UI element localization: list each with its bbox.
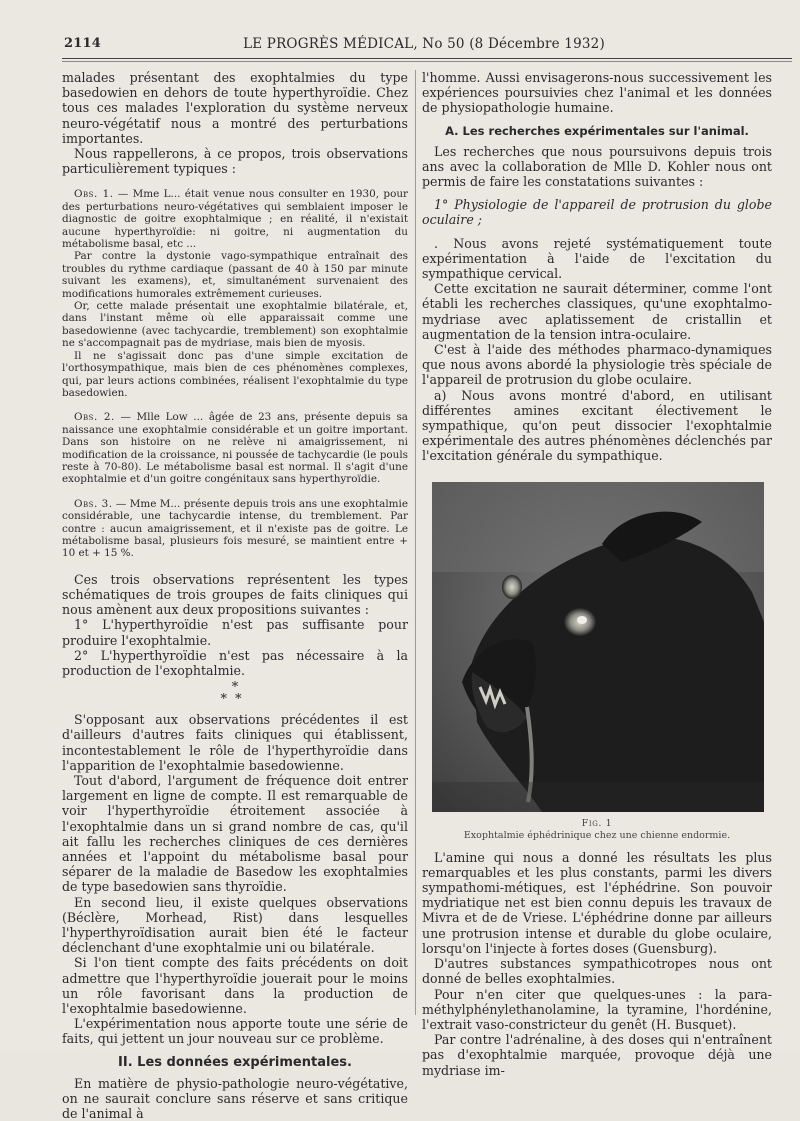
paragraph: malades présentant des exophtalmies du type basedowien en dehors de toute hyperthyroïdie. Chez tous ces malades l'exploration du système nerveux neuro-végétatif nous a montré des perturbations importantes.	[62, 70, 408, 146]
paragraph: En matière de physio-pathologie neuro-végétative, on ne saurait conclure sans réserve et sans critique de l'animal à	[62, 1075, 408, 1121]
observation-2: Obs. 2. — Mlle Low ... âgée de 23 ans, présente depuis sa naissance une exophtalmie considérable et un goitre important. Dans son histoire on ne relève ni amaigrissement, ni modification de la croissance, ni poussée de tachycardie (le pouls reste à 70-80). Le métabolisme basal est normal. Il s'agit d'une exophtalmie et d'un goitre congénitaux sans hyperthyroïdie.	[62, 411, 408, 486]
paragraph: Les recherches que nous poursuivons depuis trois ans avec la collaboration de Mlle D. Kohler nous ont permis de faire les constatations suivantes :	[422, 143, 772, 190]
paragraph: En second lieu, il existe quelques observations (Béclère, Morhead, Rist) dans lesquelles l'hyperthyroïdisation aurait bien été le facteur déclenchant d'une exophtalmie uni ou bilatérale.	[62, 894, 408, 956]
figure-label: Fig. 1	[581, 817, 613, 829]
observation-1: Obs. 1. — Mme L... était venue nous consulter en 1930, pour des perturbations neuro-végétatives qui semblaient imposer le diagnostic de goitre exophtalmique ; en réalité, il n'existait aucune hyperthyroïdie: ni goitre, ni augmentation du métabolisme basal, etc ...	[62, 188, 408, 251]
running-title: LE PROGRÈS MÉDICAL, No 50 (8 Décembre 1932)	[243, 36, 605, 52]
obs-label: Obs. 1.	[74, 188, 114, 201]
paragraph: Tout d'abord, l'argument de fréquence doit entrer largement en ligne de compte. Il est remarquable de voir l'hyperthyroïdie étroitement associée à l'exophtalmie dans un si grand nombre de cas, qu'il ait fallu les recherches cliniques de ces dernières années et l'appoint du métabolisme basal pour séparer de la maladie de Basedow les exophtalmies de type basedowien sans thyroïdie.	[62, 773, 408, 895]
paragraph: Ces trois observations représentent les types schématiques de trois groupes de faits cliniques qui nous amènent aux deux propositions suivantes :	[62, 571, 408, 618]
figure-caption-block	[422, 818, 772, 842]
paragraph: Par contre la dystonie vago-sympathique entraînait des troubles du rythme cardiaque (passant de 40 à 150 par minute suivant les examens), et, simultanément survenaient des modifications humorales extrêmement curieuses.	[62, 250, 408, 300]
obs-label: Obs. 2.	[74, 411, 115, 424]
section-separator	[62, 682, 408, 706]
separator-stars: **	[220, 692, 250, 708]
paragraph: Si l'on tient compte des faits précédents on doit admettre que l'hyperthyroïdie jouerait pour le moins un rôle favorisant dans la production de l'exophtalmie basedowienne.	[62, 955, 408, 1017]
paragraph: C'est à l'aide des méthodes pharmaco-dynamiques que nous avons abordé la physiologie très spéciale de l'appareil de protrusion du globe oculaire.	[422, 342, 772, 388]
left-column	[62, 70, 408, 1121]
observation-3: Obs. 3. — Mme M... présente depuis trois ans une exophtalmie considérable, une tachycardie intense, du tremblement. Par contre : aucun amaigrissement, et il n'existe pas de goitre. Le métabolisme basal, plusieurs fois mesuré, se maintient entre + 10 et + 15 %.	[62, 497, 408, 560]
proposition-2: 2° L'hyperthyroïdie n'est pas nécessaire à la production de l'exophtalmie.	[62, 647, 408, 679]
subheading: 1° Physiologie de l'appareil de protrusion du globe oculaire ;	[422, 197, 772, 228]
section-heading: II. Les données expérimentales.	[118, 1054, 352, 1070]
paragraph: L'expérimentation nous apporte toute une série de faits, qui jettent un jour nouveau sur ce problème.	[62, 1016, 408, 1047]
paragraph: a) Nous avons montré d'abord, en utilisant différentes amines excitant électivement le sympathique, qu'on peut dissocier l'exophtalmie expérimentale des autres phénomènes déclenchés par l'excitation générale du sympathique.	[422, 387, 772, 464]
paragraph: Nous rappellerons, à ce propos, trois observations particulièrement typiques :	[62, 146, 408, 177]
paragraph: . Nous avons rejeté systématiquement toute expérimentation à l'aide de l'excitation du sympathique cervical.	[422, 235, 772, 282]
paragraph: Par contre l'adrénaline, à des doses qui n'entraînent pas d'exophtalmie marquée, provoque déjà une mydriase im-	[422, 1032, 772, 1078]
proposition-1: 1° L'hyperthyroïdie n'est pas suffisante pour produire l'exophtalmie.	[62, 617, 408, 648]
header-rule	[62, 58, 792, 59]
right-column	[422, 70, 772, 1078]
paragraph: Il ne s'agissait donc pas d'une simple excitation de l'orthosympathique, mais bien de ces phénomènes complexes, qui, par leurs actions combinées, réalisent l'exophtalmie du type basedowien.	[62, 349, 408, 399]
dog-photo-image	[432, 482, 764, 812]
paragraph: Or, cette malade présentait une exophtalmie bilatérale, et, dans l'instant même où elle apparaissait comme une basedowienne (avec tachycardie, tremblement) son exophtalmie ne s'accompagnait pas de mydriase, mais bien de myosis.	[62, 300, 408, 350]
paragraph: L'amine qui nous a donné les résultats les plus remarquables et les plus constants, parmi les divers sympathomi-métiques, est l'éphédrine. Son pouvoir mydriatique net est bien connu depuis les travaux de Mivra et de de Vriese. L'éphédrine donne par ailleurs une protrusion intense et durable du globe oculaire, lorsqu'on l'injecte à fortes doses (Guensburg).	[422, 849, 772, 956]
obs-label: Obs. 3.	[74, 497, 113, 510]
paragraph: S'opposant aux observations précédentes il est d'ailleurs d'autres faits cliniques qui établissent, incontestablement le rôle de l'hyperthyroïdie dans l'apparition de l'exophtalmie basedowienne.	[62, 712, 408, 773]
header-rule-thin	[62, 61, 792, 62]
page-number: 2114	[64, 36, 101, 51]
separator-star: *	[231, 680, 239, 696]
paragraph: Pour n'en citer que quelques-unes : la para-méthylphénylethanolamine, la tyramine, l'hordénine, l'extrait vaso-constricteur du genêt (H. Busquet).	[422, 986, 772, 1032]
paragraph: Cette excitation ne saurait déterminer, comme l'ont établi les recherches classiques, qu'une exophtalmo-mydriase avec aplatissement de cristallin et augmentation de la tension intra-oculaire.	[422, 281, 772, 342]
figure-photo	[432, 482, 764, 812]
paragraph: l'homme. Aussi envisagerons-nous successivement les expériences poursuivies chez l'animal et les données de physiopathologie humaine.	[422, 70, 772, 116]
paragraph: D'autres substances sympathicotropes nous ont donné de belles exophtalmies.	[422, 956, 772, 987]
page-header	[64, 32, 784, 54]
figure-caption: Exophtalmie éphédrinique chez une chienne endormie.	[463, 829, 731, 841]
column-divider	[415, 70, 416, 1015]
subsection-heading: A. Les recherches expérimentales sur l'animal.	[445, 123, 749, 138]
